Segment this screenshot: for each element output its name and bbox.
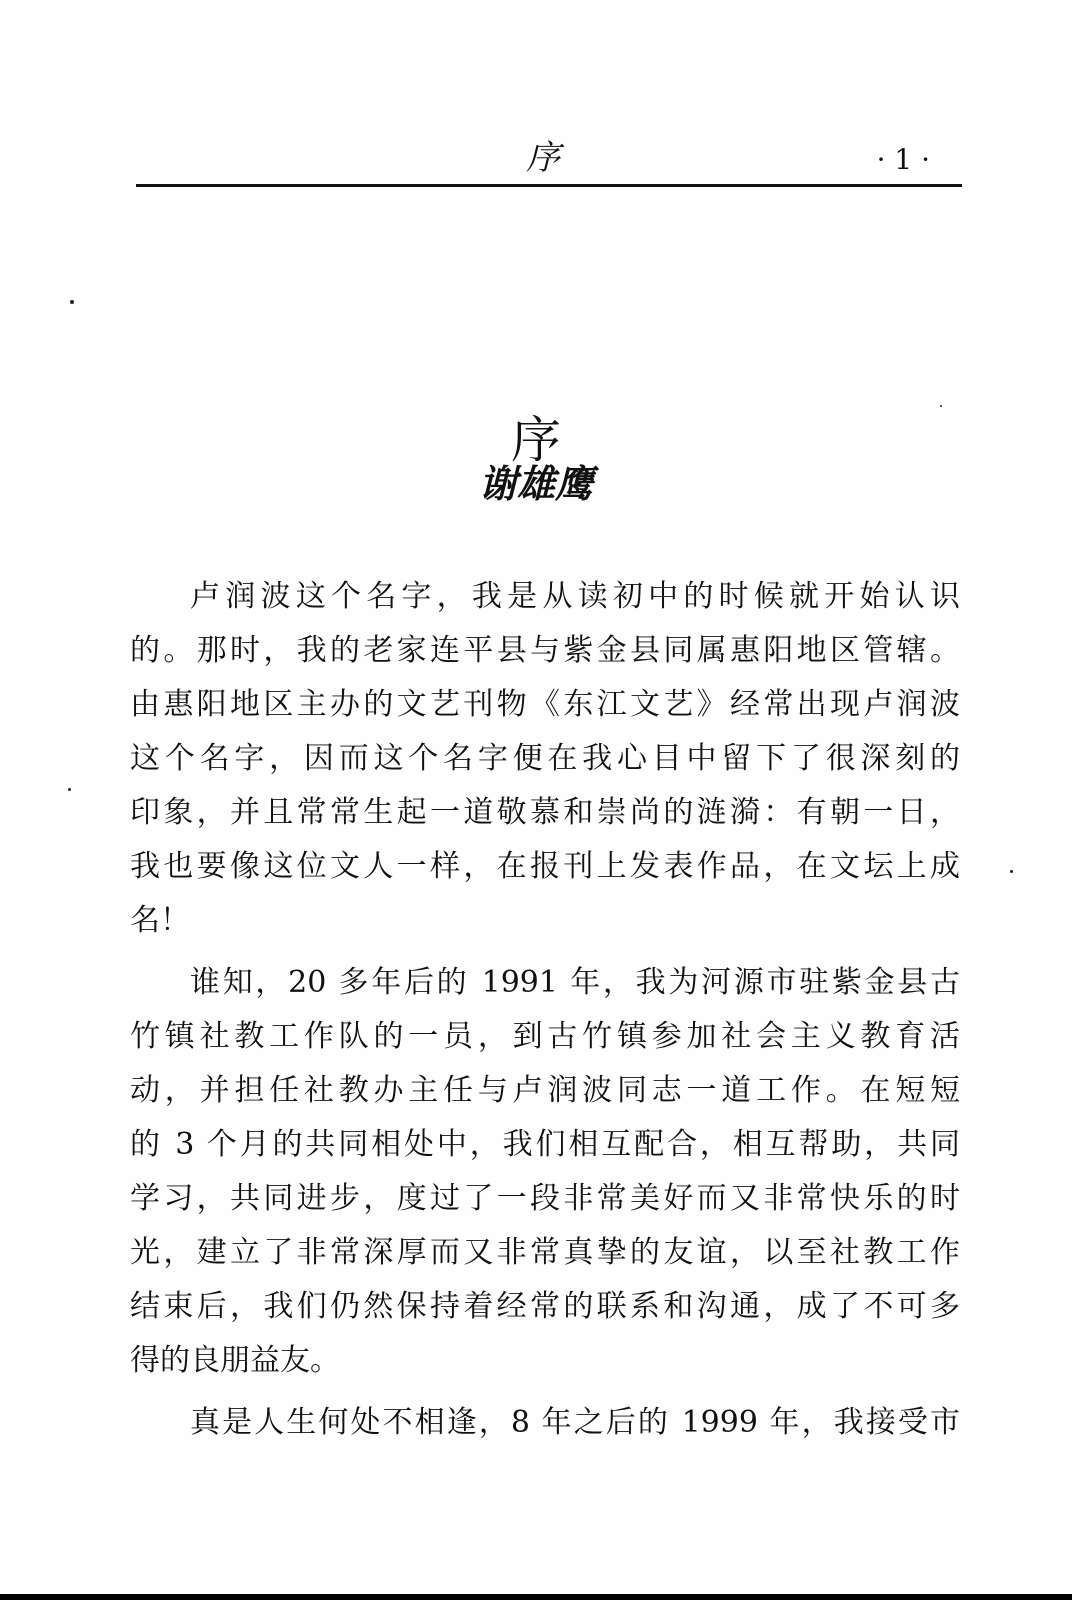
running-header bbox=[136, 134, 960, 182]
paragraph-gap bbox=[130, 948, 960, 956]
body-line: 的。那时，我的老家连平县与紫金县同属惠阳地区管辖。 bbox=[130, 633, 960, 668]
scan-speck bbox=[940, 405, 942, 407]
header-rule bbox=[136, 184, 962, 187]
body-line: 学习，共同进步，度过了一段非常美好而又非常快乐的时 bbox=[130, 1181, 960, 1216]
body-line: 印象，并且常常生起一道敬慕和崇尚的涟漪：有朝一日， bbox=[130, 795, 960, 830]
body-line: 的 3 个月的共同相处中，我们相互配合，相互帮助，共同 bbox=[130, 1127, 960, 1162]
chapter-title: 序 bbox=[511, 410, 561, 469]
body-line: 光，建立了非常深厚而又非常真挚的友谊，以至社教工作 bbox=[130, 1235, 960, 1270]
page-number: · 1 · bbox=[876, 143, 930, 176]
body-line: 竹镇社教工作队的一员，到古竹镇参加社会主义教育活 bbox=[130, 1019, 960, 1054]
body-line: 名！ bbox=[130, 903, 190, 938]
body-line: 谁知，20 多年后的 1991 年，我为河源市驻紫金县古 bbox=[190, 965, 960, 1000]
scan-speck bbox=[1010, 870, 1013, 873]
body-line: 动，并担任社教办主任与卢润波同志一道工作。在短短 bbox=[130, 1073, 960, 1108]
author-name: 谢雄鹰 bbox=[478, 461, 593, 506]
paragraph-gap bbox=[130, 1388, 960, 1396]
body-line: 得的良朋益友。 bbox=[130, 1343, 340, 1378]
body-line: 结束后，我们仍然保持着经常的联系和沟通，成了不可多 bbox=[130, 1289, 960, 1324]
scan-speck bbox=[70, 300, 74, 304]
body-line: 真是人生何处不相逢，8 年之后的 1999 年，我接受市 bbox=[190, 1405, 960, 1440]
scan-edge-shadow bbox=[0, 1594, 1072, 1600]
body-line: 这个名字，因而这个名字便在我心目中留下了很深刻的 bbox=[130, 741, 960, 776]
body-line: 我也要像这位文人一样，在报刊上发表作品，在文坛上成 bbox=[130, 849, 960, 884]
body-text bbox=[130, 570, 960, 1450]
body-line: 卢润波这个名字，我是从读初中的时候就开始认识 bbox=[190, 579, 960, 614]
body-line: 由惠阳地区主办的文艺刊物《东江文艺》经常出现卢润波 bbox=[130, 687, 960, 722]
scan-speck bbox=[68, 788, 71, 791]
running-header-title: 序 bbox=[526, 138, 560, 178]
